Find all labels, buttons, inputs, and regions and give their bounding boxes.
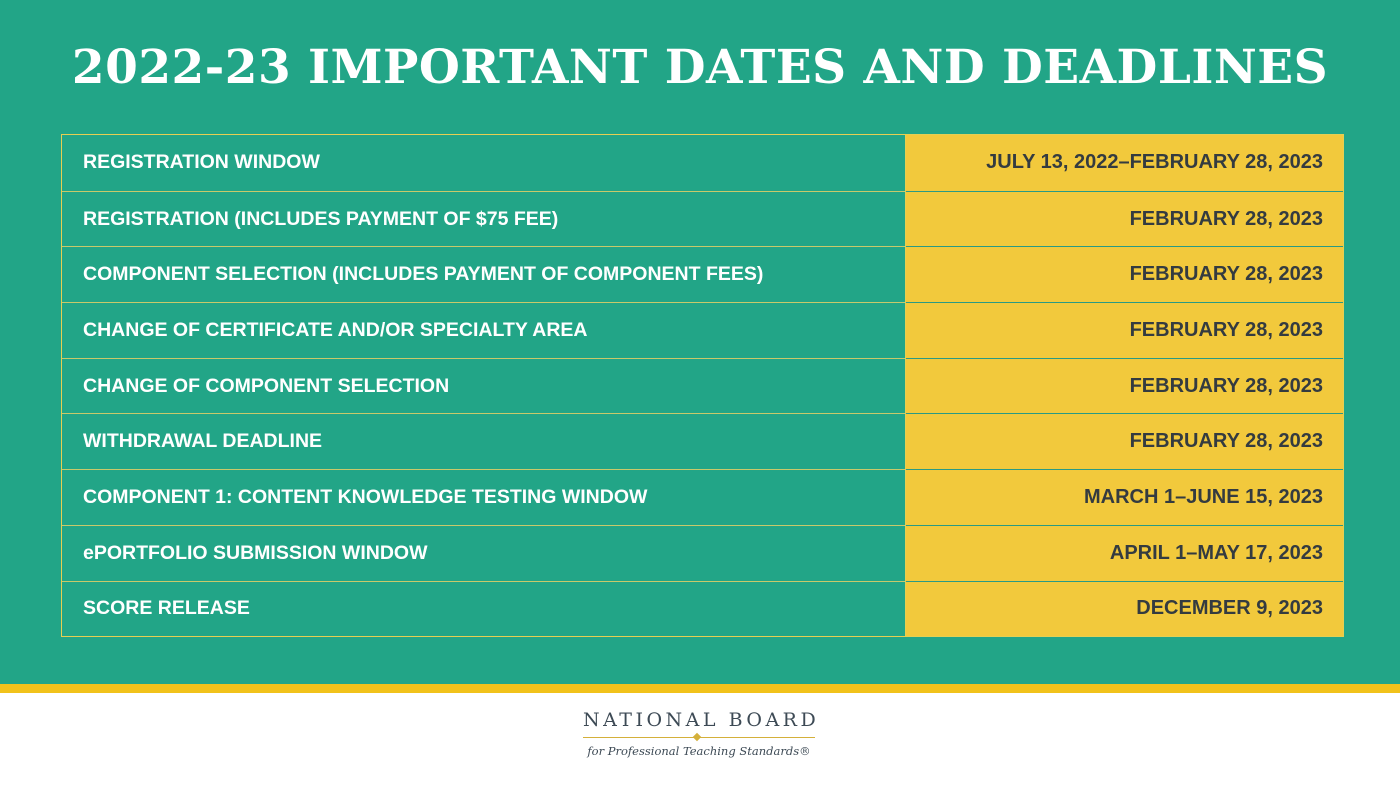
gold-divider-strip [0, 684, 1400, 693]
table-row [62, 246, 1343, 302]
footer [0, 693, 1400, 788]
logo-rule [583, 733, 815, 743]
table-row [62, 358, 1343, 414]
table-row [62, 525, 1343, 581]
table-row [62, 191, 1343, 247]
row-date: FEBRUARY 28, 2023 [906, 413, 1343, 469]
row-label: WITHDRAWAL DEADLINE [62, 413, 906, 469]
row-date: DECEMBER 9, 2023 [906, 581, 1343, 637]
table-row [62, 413, 1343, 469]
table-row [62, 135, 1343, 191]
row-date: FEBRUARY 28, 2023 [906, 246, 1343, 302]
page-title: 2022-23 IMPORTANT DATES AND DEADLINES [71, 40, 1329, 95]
row-date: MARCH 1–JUNE 15, 2023 [906, 469, 1343, 525]
diamond-icon [693, 733, 701, 741]
row-date: FEBRUARY 28, 2023 [906, 302, 1343, 358]
row-label: CHANGE OF COMPONENT SELECTION [62, 358, 906, 414]
row-date: FEBRUARY 28, 2023 [906, 191, 1343, 247]
national-board-logo [583, 707, 820, 759]
row-label: SCORE RELEASE [62, 581, 906, 637]
table-row [62, 302, 1343, 358]
row-label: CHANGE OF CERTIFICATE AND/OR SPECIALTY AREA [62, 302, 906, 358]
table-row [62, 581, 1343, 637]
row-date: JULY 13, 2022–FEBRUARY 28, 2023 [906, 135, 1343, 191]
logo-wordmark: NATIONAL BOARD [583, 709, 820, 731]
row-date: FEBRUARY 28, 2023 [906, 358, 1343, 414]
table-row [62, 469, 1343, 525]
row-label: REGISTRATION WINDOW [62, 135, 906, 191]
row-label: COMPONENT SELECTION (INCLUDES PAYMENT OF COMPONENT FEES) [62, 246, 906, 302]
row-label: COMPONENT 1: CONTENT KNOWLEDGE TESTING WINDOW [62, 469, 906, 525]
row-label: ePORTFOLIO SUBMISSION WINDOW [62, 525, 906, 581]
logo-tagline: for Professional Teaching Standards® [587, 744, 811, 758]
row-label: REGISTRATION (INCLUDES PAYMENT OF $75 FEE) [62, 191, 906, 247]
dates-table [61, 134, 1344, 637]
row-date: APRIL 1–MAY 17, 2023 [906, 525, 1343, 581]
